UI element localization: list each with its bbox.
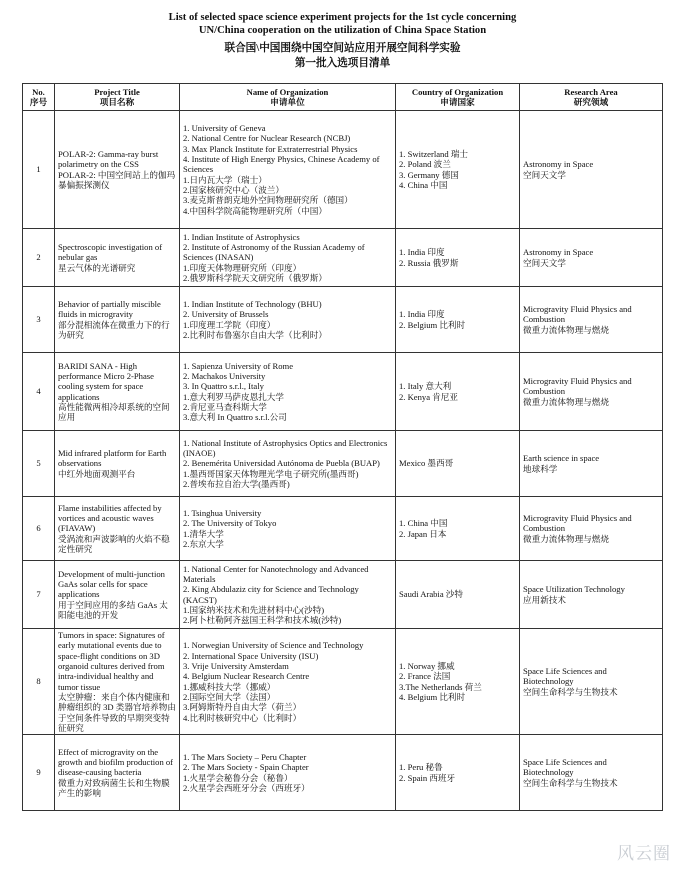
organization-item: 2.肯尼亚马查科斯大学 — [183, 401, 267, 412]
organization-item: 4.中国科学院高能物理研究所（中国） — [183, 205, 327, 216]
organization-item: 2. The University of Tokyo — [183, 518, 277, 529]
organization-item: 3.麦克斯普朗克地外空间物理研究所（德国） — [183, 195, 353, 206]
document-title-cn-line-2: 第一批入选项目清单 — [294, 58, 391, 69]
research-area-cell — [520, 497, 663, 561]
project-title-en: Tumors in space: Signatures of early mutational events due to space-flight conditions on 3D organoid cultures derived from intra-individual healthy and tumor tissue — [58, 630, 165, 692]
country-cell — [396, 353, 520, 431]
organization-cell — [180, 497, 396, 561]
organization-item: 2. Benemérita Universidad Autónoma de Puebla (BUAP) — [183, 458, 380, 469]
organization-item: 2.俄罗斯科学院天文研究所（俄罗斯） — [183, 272, 327, 283]
project-title-cell — [55, 497, 180, 561]
column-header-research-area: Research Area 研究领域 — [520, 84, 663, 111]
country-item: 2. France 法国 — [399, 671, 451, 682]
organization-item: 2. National Centre for Nuclear Research (NCBJ) — [183, 133, 351, 144]
research-area-en: Astronomy in Space — [523, 159, 594, 170]
research-area-en: Space Life Sciences and Biotechnology — [523, 757, 607, 778]
research-area-en: Earth science in space — [523, 453, 600, 464]
research-area-cn: 应用新技术 — [523, 594, 566, 605]
organization-item: 2.阿卜杜勒阿齐兹国王科学和技术城(沙特) — [183, 615, 342, 626]
row-number: 8 — [23, 629, 55, 735]
project-title-en: Spectroscopic investigation of nebular gas — [58, 242, 163, 263]
table-row — [23, 629, 663, 735]
research-area-cell — [520, 353, 663, 431]
organization-item: 2.比利时布鲁塞尔自由大学（比利时） — [183, 329, 327, 340]
project-title-cell — [55, 735, 180, 811]
country-item: 1. Switzerland 瑞士 — [399, 148, 468, 159]
research-area-cell — [520, 111, 663, 229]
row-number: 2 — [23, 229, 55, 287]
column-header-project-title: Project Title 项目名称 — [55, 84, 180, 111]
organization-item: 1.清华大学 — [183, 528, 224, 539]
research-area-cn: 地球科学 — [523, 463, 558, 474]
country-item: 1. China 中国 — [399, 518, 448, 529]
research-area-cn: 微重力流体物理与燃烧 — [523, 533, 609, 544]
country-cell — [396, 735, 520, 811]
organization-item: 1. Indian Institute of Astrophysics — [183, 231, 300, 242]
organization-item: 1. University of Geneva — [183, 123, 266, 134]
row-number: 7 — [23, 561, 55, 629]
organization-item: 2. University of Brussels — [183, 309, 269, 320]
project-title-cell — [55, 431, 180, 497]
country-item: 2. Kenya 肯尼亚 — [399, 391, 458, 402]
organization-cell — [180, 561, 396, 629]
project-title-en: Effect of microgravity on the growth and biofilm production of disease-causing bacteria — [58, 746, 174, 778]
country-cell — [396, 431, 520, 497]
organization-item: 3.意大利 In Quattro s.r.l.公司 — [183, 412, 287, 423]
organization-item: 2.东京大学 — [183, 538, 224, 549]
project-title-cell — [55, 629, 180, 735]
organization-item: 3. In Quattro s.r.l., Italy — [183, 381, 264, 392]
organization-item: 2. Machakos University — [183, 370, 266, 381]
project-title-en: Development of multi-junction GaAs solar cells for space applications — [58, 568, 165, 600]
research-area-cell — [520, 561, 663, 629]
row-number: 3 — [23, 287, 55, 353]
research-area-cell — [520, 431, 663, 497]
table-row — [23, 353, 663, 431]
country-item: Saudi Arabia 沙特 — [399, 589, 463, 600]
project-title-cn: 微重力对致病菌生长和生物膜产生的影响 — [58, 777, 170, 799]
organization-item: 1. The Mars Society – Peru Chapter — [183, 752, 307, 762]
country-item: 2. Belgium 比利时 — [399, 319, 466, 330]
project-title-cn: 中红外地面观测平台 — [58, 468, 136, 479]
table-row — [23, 497, 663, 561]
row-number: 5 — [23, 431, 55, 497]
country-item: Mexico 墨西哥 — [399, 458, 454, 469]
column-header-country: Country of Organization 申请国家 — [396, 84, 520, 111]
organization-item: 3. Vrije University Amsterdam — [183, 660, 289, 671]
research-area-cn: 微重力流体物理与燃烧 — [523, 324, 609, 335]
country-item: 2. Japan 日本 — [399, 528, 447, 539]
research-area-cn: 微重力流体物理与燃烧 — [523, 396, 609, 407]
organization-item: 1. Sapienza University of Rome — [183, 360, 294, 371]
organization-item: 2. The Mars Society - Spain Chapter — [183, 762, 309, 773]
table-row — [23, 229, 663, 287]
document-title-line-1: List of selected space science experiment projects for the 1st cycle concerning — [168, 12, 517, 23]
organization-item: 3.阿姆斯特丹自由大学（荷兰） — [183, 702, 302, 713]
country-item: 2. Poland 波兰 — [399, 159, 451, 170]
organization-cell — [180, 353, 396, 431]
country-item: 1. Italy 意大利 — [399, 381, 452, 392]
organization-item: 1. Indian Institute of Technology (BHU) — [183, 298, 322, 309]
country-item: 1. Peru 秘鲁 — [399, 762, 443, 773]
table-row — [23, 431, 663, 497]
project-title-en: POLAR-2: Gamma-ray burst polarimetry on the CSS — [58, 148, 159, 170]
country-item: 3.The Netherlands 荷兰 — [399, 681, 482, 692]
country-cell — [396, 561, 520, 629]
organization-item: 1.火星学会秘鲁分会（秘鲁） — [183, 772, 293, 783]
organization-cell — [180, 629, 396, 735]
project-title-en: Flame instabilities affected by vortices and acoustic waves (FIAVAW) — [58, 502, 162, 534]
project-title-cn: 星云气体的光谱研究 — [58, 262, 136, 273]
organization-item: 2.普埃布拉自治大学(墨西哥) — [183, 478, 290, 489]
organization-item: 1.墨西哥国家天体物理光学电子研究所(墨西哥) — [183, 468, 359, 479]
country-cell — [396, 497, 520, 561]
research-area-cn: 空间生命科学与生物技术 — [523, 777, 618, 788]
research-area-cell — [520, 735, 663, 811]
organization-item: 1. Tsinghua University — [183, 507, 262, 518]
organization-item: 4. Institute of High Energy Physics, Chinese Academy of Sciences — [183, 154, 380, 175]
organization-cell — [180, 735, 396, 811]
country-cell — [396, 629, 520, 735]
project-title-cell — [55, 111, 180, 229]
research-area-cn: 空间天文学 — [523, 169, 566, 180]
organization-item: 2.火星学会西班牙分会（西班牙） — [183, 782, 310, 793]
organization-item: 1.意大利罗马萨皮恩扎大学 — [183, 391, 284, 402]
country-cell — [396, 229, 520, 287]
column-header-no: No. 序号 — [23, 84, 55, 111]
project-title-cn: 部分混相流体在微重力下的行为研究 — [58, 319, 170, 340]
organization-cell — [180, 287, 396, 353]
document-title-line-2: UN/China cooperation on the utilization of China Space Station — [198, 25, 487, 36]
country-item: 1. Norway 挪威 — [399, 660, 455, 671]
organization-item: 4. Belgium Nuclear Research Centre — [183, 671, 310, 682]
research-area-en: Astronomy in Space — [523, 247, 594, 258]
organization-item: 1. Norwegian University of Science and Technology — [183, 640, 364, 651]
research-area-en: Space Utilization Technology — [523, 584, 625, 595]
research-area-cell — [520, 629, 663, 735]
organization-cell — [180, 431, 396, 497]
organization-item: 2. International Space University (ISU) — [183, 650, 319, 661]
column-header-organization: Name of Organization 申请单位 — [180, 84, 396, 111]
organization-item: 3. Max Planck Institute for Extraterrestrial Physics — [183, 143, 358, 154]
project-title-cell — [55, 561, 180, 629]
organization-item: 4.比利时核研究中心（比利时） — [183, 712, 302, 723]
research-area-en: Microgravity Fluid Physics and Combustion — [523, 513, 632, 534]
project-title-en: BARIDI SANA - High performance Micro 2-Phase cooling system for space applications — [58, 360, 154, 402]
organization-item: 2.国家核研究中心（波兰） — [183, 184, 284, 195]
organization-item: 1.日内瓦大学（瑞士） — [183, 174, 267, 185]
country-item: 4. China 中国 — [399, 179, 448, 190]
organization-item: 1.国家纳米技术和先进材料中心(沙特) — [183, 604, 325, 615]
project-title-cell — [55, 287, 180, 353]
research-area-cell — [520, 229, 663, 287]
country-item: 2. Spain 西班牙 — [399, 772, 456, 783]
project-title-cell — [55, 353, 180, 431]
research-area-en: Space Life Sciences and Biotechnology — [523, 666, 607, 687]
research-area-cell — [520, 287, 663, 353]
research-area-cn: 空间生命科学与生物技术 — [523, 686, 618, 697]
project-title-cell — [55, 229, 180, 287]
project-title-cn: POLAR-2: 中国空间站上的伽玛暴偏振探测仪 — [58, 169, 176, 190]
country-item: 3. Germany 德国 — [399, 169, 459, 180]
organization-cell — [180, 229, 396, 287]
organization-item: 2. King Abdulaziz city for Science and Technology (KACST) — [183, 584, 359, 605]
country-item: 1. India 印度 — [399, 309, 445, 320]
table-row — [23, 111, 663, 229]
country-item: 2. Russia 俄罗斯 — [399, 257, 459, 268]
project-title-cn: 受涡流和声波影响的火焰不稳定性研究 — [58, 533, 170, 554]
organization-item: 2.国际空间大学（法国） — [183, 691, 276, 702]
row-number: 6 — [23, 497, 55, 561]
row-number: 4 — [23, 353, 55, 431]
country-cell — [396, 287, 520, 353]
research-area-en: Microgravity Fluid Physics and Combustion — [523, 304, 632, 325]
organization-item: 1. National Institute of Astrophysics Optics and Electronics (INAOE) — [183, 437, 388, 459]
country-cell — [396, 111, 520, 229]
research-area-en: Microgravity Fluid Physics and Combustion — [523, 376, 632, 397]
document-title-cn-line-1: 联合国\中国围绕中国空间站应用开展空间科学实验 — [224, 43, 461, 54]
organization-item: 1.印度天体物理研究所（印度） — [183, 262, 302, 273]
organization-item: 1.挪威科技大学（挪威） — [183, 681, 276, 692]
country-item: 4. Belgium 比利时 — [399, 691, 466, 702]
project-title-en: Behavior of partially miscible fluids in microgravity — [58, 298, 161, 320]
organization-cell — [180, 111, 396, 229]
project-title-en: Mid infrared platform for Earth observations — [58, 448, 167, 469]
organization-item: 1. National Center for Nanotechnology and Advanced Materials — [183, 563, 369, 584]
organization-item: 2. Institute of Astronomy of the Russian Academy of Sciences (INASAN) — [183, 242, 365, 263]
row-number: 1 — [23, 111, 55, 229]
projects-table — [22, 83, 663, 811]
research-area-cn: 空间天文学 — [523, 257, 566, 268]
organization-item: 1.印度理工学院（印度） — [183, 319, 276, 330]
project-title-cn: 高性能微两相冷却系统的空间应用 — [58, 401, 170, 423]
table-row — [23, 735, 663, 811]
table-row — [23, 287, 663, 353]
table-header-row — [23, 84, 663, 111]
row-number: 9 — [23, 735, 55, 811]
project-title-cn: 太空肿瘤：来自个体内健康和肿瘤组织的 3D 类器官培养物由于空间条件导致的早期突变特征研究 — [58, 691, 176, 733]
table-row — [23, 561, 663, 629]
country-item: 1. India 印度 — [399, 247, 445, 258]
project-title-cn: 用于空间应用的多结 GaAs 太阳能电池的开发 — [58, 599, 168, 620]
watermark-logo: 风云圈 — [617, 844, 671, 864]
table-body — [23, 111, 663, 811]
